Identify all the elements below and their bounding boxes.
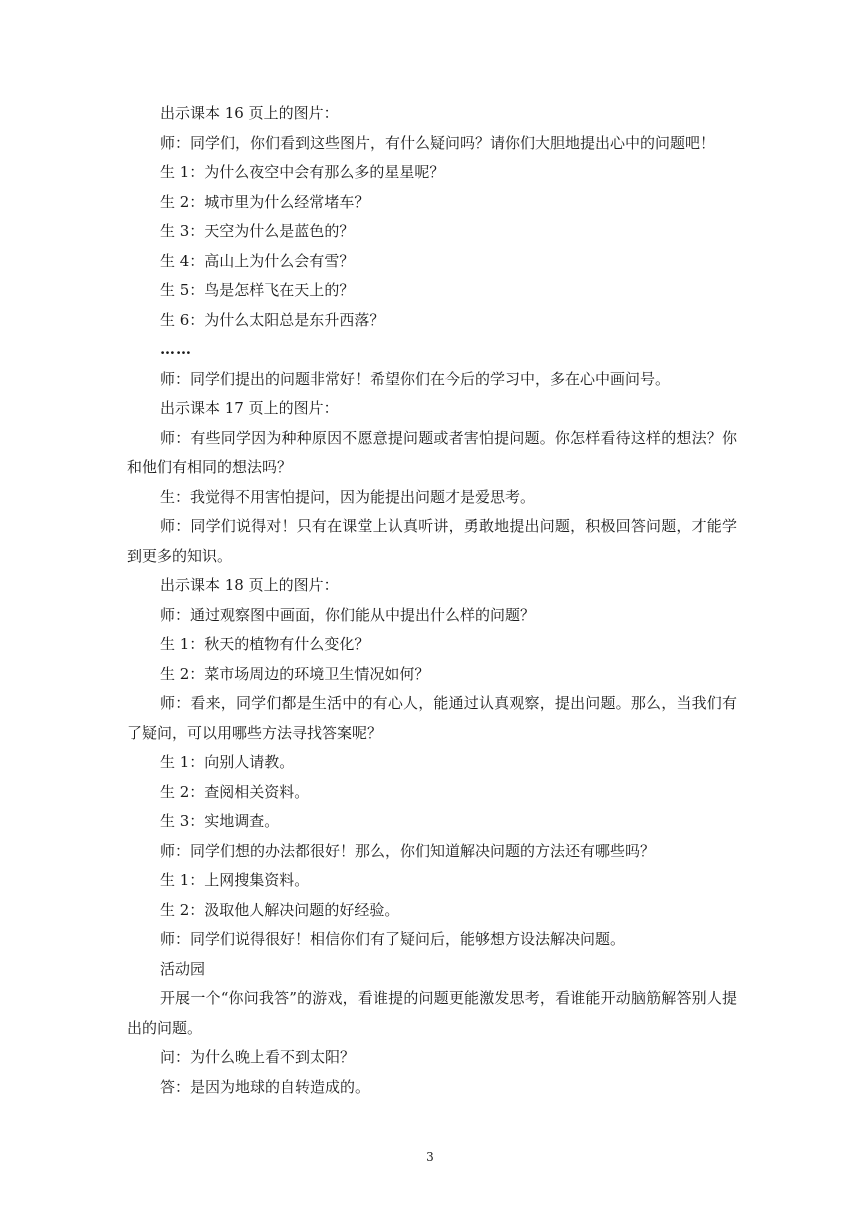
paragraph: 师：同学们说得对！只有在课堂上认真听讲，勇敢地提出问题，积极回答问题，才能学到更多的知识。 bbox=[127, 517, 737, 565]
paragraph: 师：看来，同学们都是生活中的有心人，能通过认真观察，提出问题。那么，当我们有了疑问，可以用哪些方法寻找答案呢？ bbox=[127, 694, 737, 742]
paragraph: 答：是因为地球的自转造成的。 bbox=[160, 1077, 371, 1096]
paragraph: 出示课本 16 页上的图片： bbox=[160, 104, 339, 122]
paragraph: 师：同学们说得很好！相信你们有了疑问后，能够想方设法解决问题。 bbox=[160, 930, 626, 948]
paragraph: 生 5：鸟是怎样飞在天上的？ bbox=[160, 281, 355, 299]
paragraph: 生 4：高山上为什么会有雪？ bbox=[160, 251, 355, 270]
paragraph: 师：同学们想的办法都很好！那么，你们知道解决问题的方法还有哪些吗？ bbox=[160, 841, 656, 860]
paragraph: 生 2：城市里为什么经常堵车？ bbox=[160, 192, 370, 211]
paragraph: 师：同学们提出的问题非常好！希望你们在今后的学习中，多在心中画问号。 bbox=[160, 369, 671, 388]
paragraph: 问：为什么晚上看不到太阳？ bbox=[160, 1048, 356, 1066]
paragraph: 生 6：为什么太阳总是东升西落？ bbox=[160, 310, 385, 329]
section-heading: 活动园 bbox=[160, 959, 206, 978]
document-body bbox=[127, 99, 737, 1102]
paragraph: 生 2：查阅相关资料。 bbox=[160, 782, 310, 801]
paragraph: 生 2：菜市场周边的环境卫生情况如何？ bbox=[160, 664, 430, 683]
paragraph: 生：我觉得不用害怕提问，因为能提出问题才是爱思考。 bbox=[160, 487, 536, 506]
paragraph: 出示课本 18 页上的图片： bbox=[160, 576, 339, 594]
paragraph: 出示课本 17 页上的图片： bbox=[160, 399, 339, 417]
paragraph: 师：同学们，你们看到这些图片，有什么疑问吗？请你们大胆地提出心中的问题吧！ bbox=[160, 133, 716, 152]
paragraph: 生 2：汲取他人解决问题的好经验。 bbox=[160, 900, 400, 919]
paragraph: 生 3：天空为什么是蓝色的？ bbox=[160, 222, 355, 240]
paragraph: 师：通过观察图中画面，你们能从中提出什么样的问题？ bbox=[160, 605, 536, 624]
paragraph: 开展一个“你问我答”的游戏，看谁提的问题更能激发思考，看谁能开动脑筋解答别人提出的问题。 bbox=[127, 989, 737, 1037]
paragraph: 生 3：实地调查。 bbox=[160, 812, 280, 830]
paragraph: 生 1：向别人请教。 bbox=[160, 753, 295, 771]
paragraph: 生 1：为什么夜空中会有那么多的星星呢？ bbox=[160, 163, 445, 181]
paragraph: 生 1：秋天的植物有什么变化？ bbox=[160, 635, 370, 653]
paragraph: 生 1：上网搜集资料。 bbox=[160, 871, 310, 889]
paragraph: 师：有些同学因为种种原因不愿意提问题或者害怕提问题。你怎样看待这样的想法？你和他们有相同的想法吗？ bbox=[127, 428, 737, 476]
page-number: 3 bbox=[426, 1150, 434, 1164]
ellipsis: …… bbox=[160, 340, 192, 358]
